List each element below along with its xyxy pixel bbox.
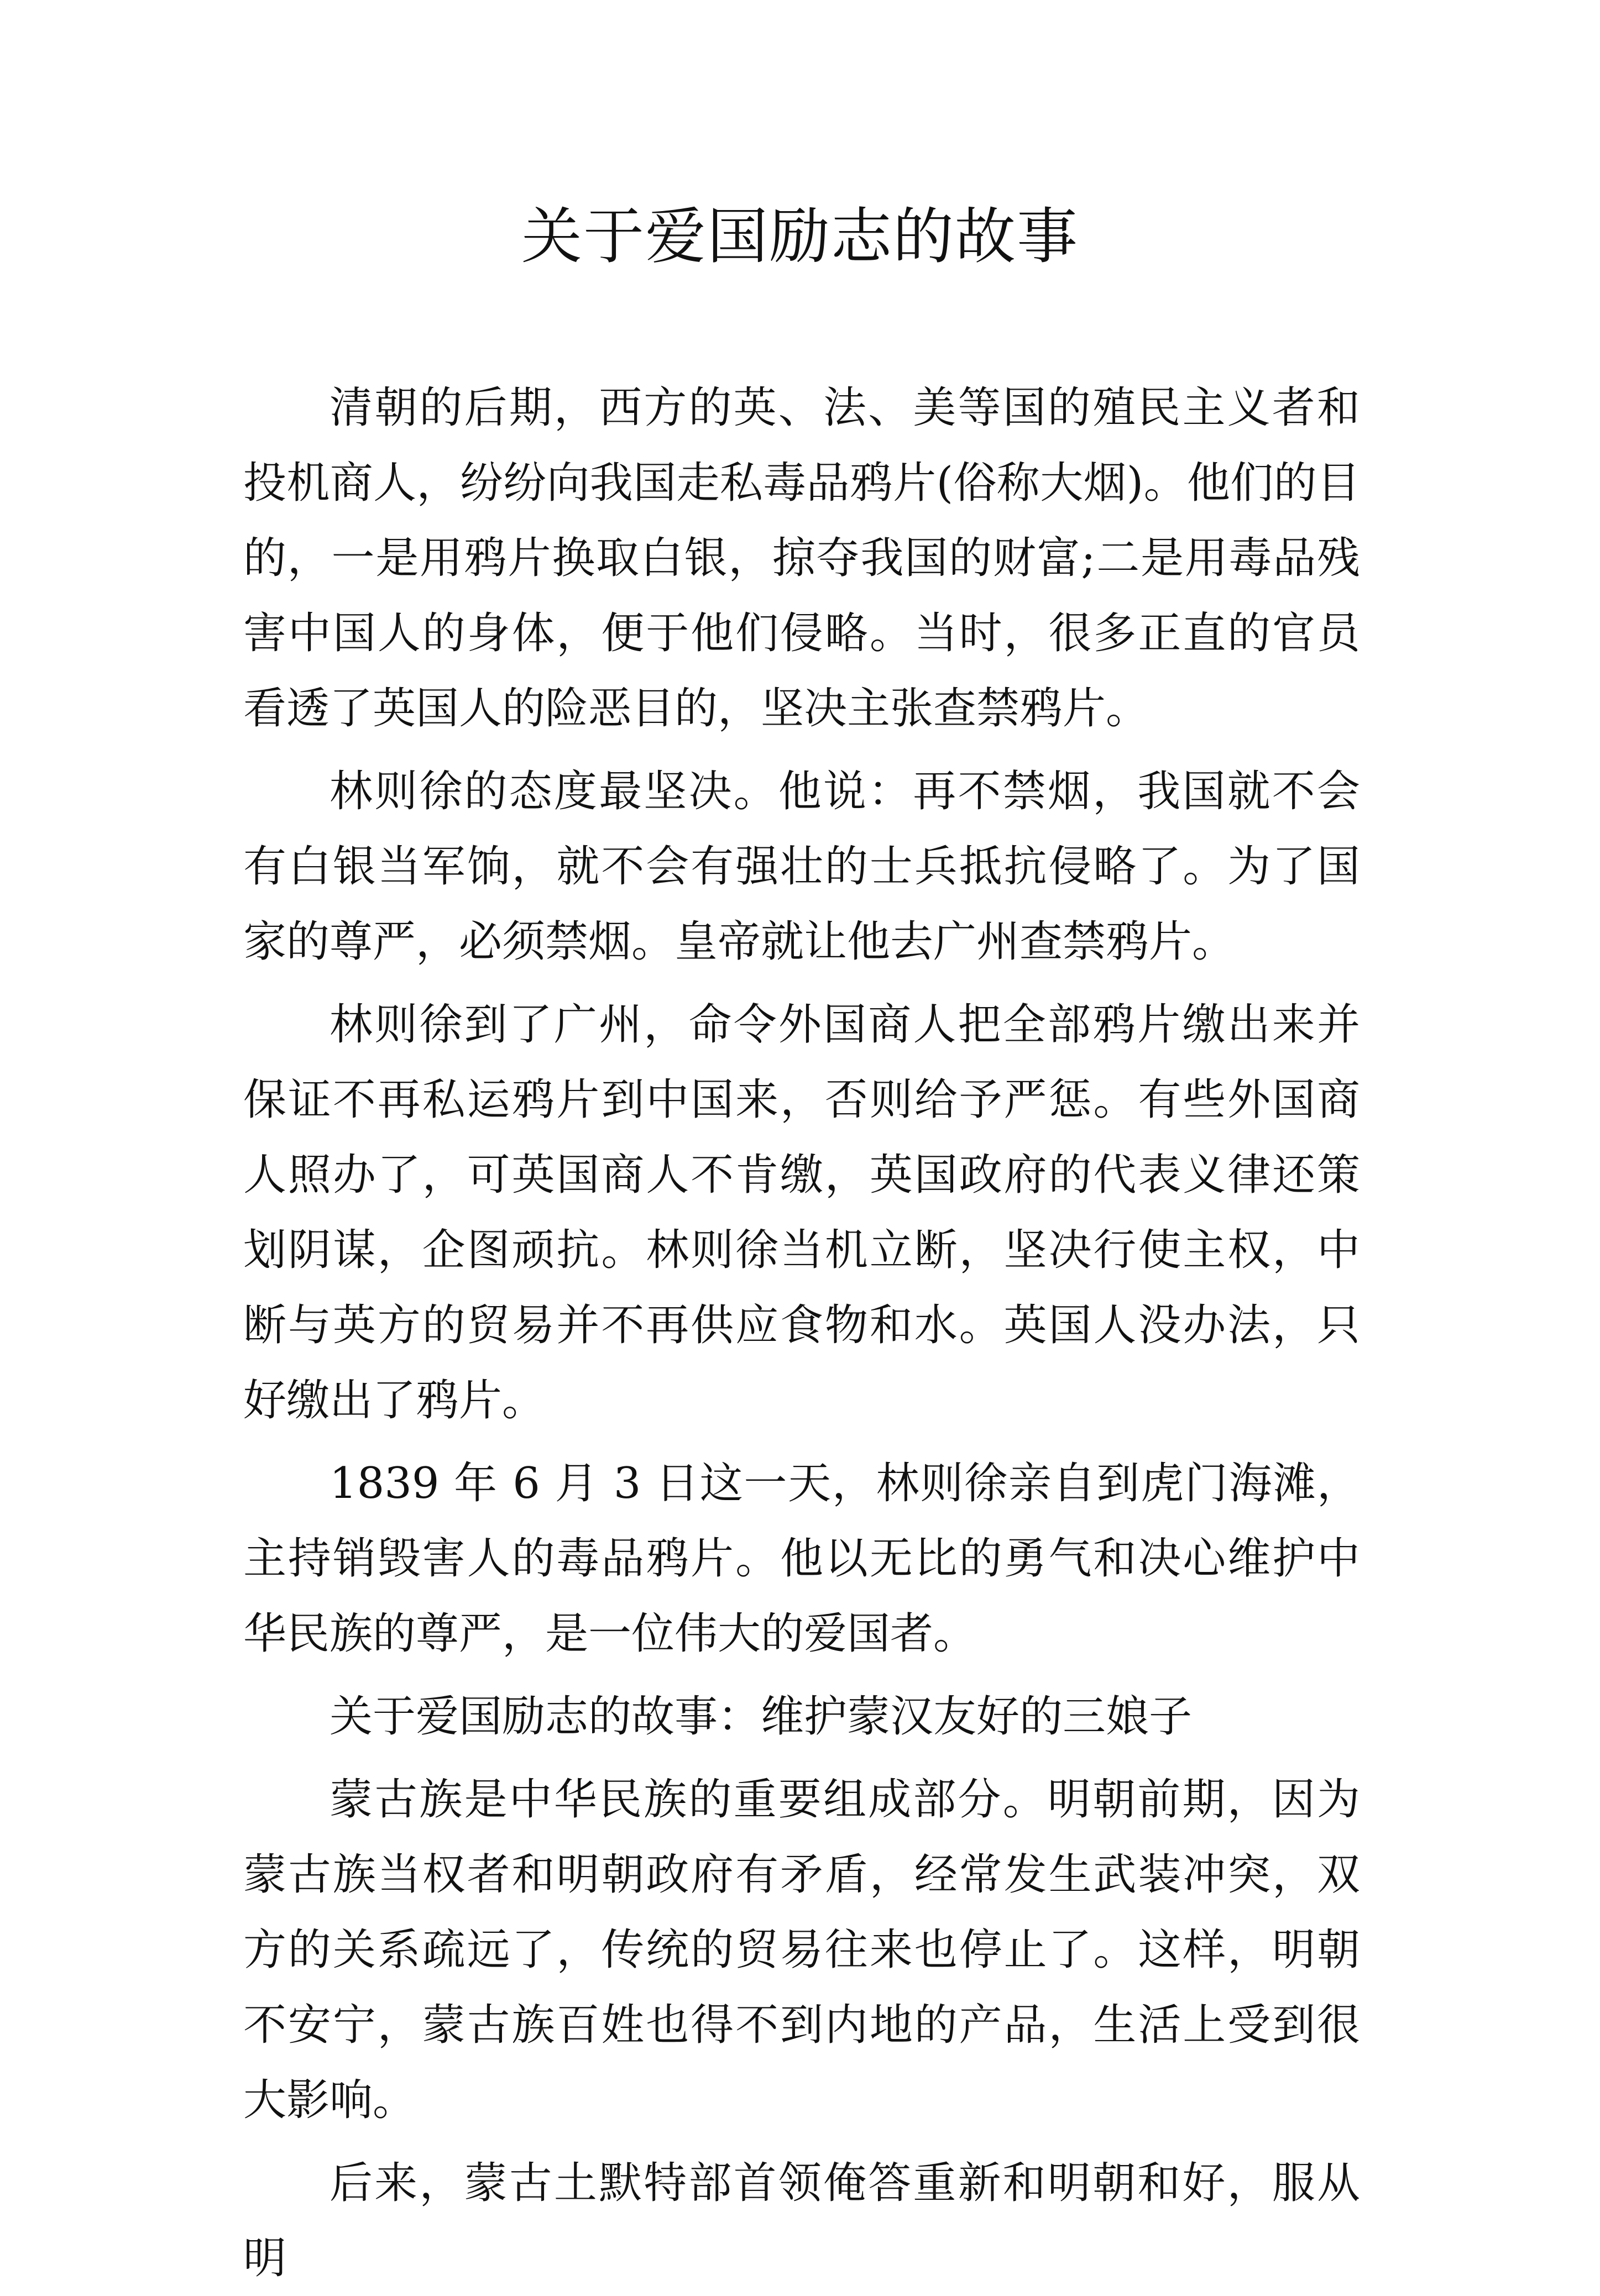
paragraph-mongol-relations: 蒙古族是中华民族的重要组成部分。明朝前期，因为蒙古族当权者和明朝政府有矛盾，经常发生武装冲突，双方的关系疏远了，传统的贸易往来也停止了。这样，明朝不安宁，蒙古族百姓也得不到内地的产品，生活上受到很大影响。 <box>243 1775 1360 2125</box>
paragraph-lin-zexu-stance: 林则徐的态度最坚决。他说：再不禁烟，我国就不会有白银当军饷，就不会有强壮的士兵抵抗侵略了。为了国家的尊严，必须禁烟。皇帝就让他去广州查禁鸦片。 <box>243 767 1360 967</box>
document-title: 关于爱国励志的故事 <box>521 201 1079 272</box>
paragraph-altan-khan: 后来，蒙古土默特部首领俺答重新和明朝和好，服从明 <box>243 2158 1360 2283</box>
paragraph-opium-background: 清朝的后期，西方的英、法、美等国的殖民主义者和投机商人，纷纷向我国走私毒品鸦片(俗称大烟)。他们的目的，一是用鸦片换取白银，掠夺我国的财富;二是用毒品残害中国人的身体，便于他们侵略。当时，很多正直的官员看透了英国人的险恶目的，坚决主张查禁鸦片。 <box>243 383 1360 733</box>
paragraph-guangzhou-ban: 林则徐到了广州，命令外国商人把全部鸦片缴出来并保证不再私运鸦片到中国来，否则给予严惩。有些外国商人照办了，可英国商人不肯缴，英国政府的代表义律还策划阴谋，企图顽抗。林则徐当机立断，坚决行使主权，中断与英方的贸易并不再供应食物和水。英国人没办法，只好缴出了鸦片。 <box>243 1000 1360 1425</box>
paragraph-humen-destruction: 1839 年 6 月 3 日这一天，林则徐亲自到虎门海滩，主持销毁害人的毒品鸦片。他以无比的勇气和决心维护中华民族的尊严，是一位伟大的爱国者。 <box>243 1459 1360 1659</box>
section-subheading: 关于爱国励志的故事：维护蒙汉友好的三娘子 <box>330 1692 1193 1742</box>
document-body <box>243 370 1360 2296</box>
